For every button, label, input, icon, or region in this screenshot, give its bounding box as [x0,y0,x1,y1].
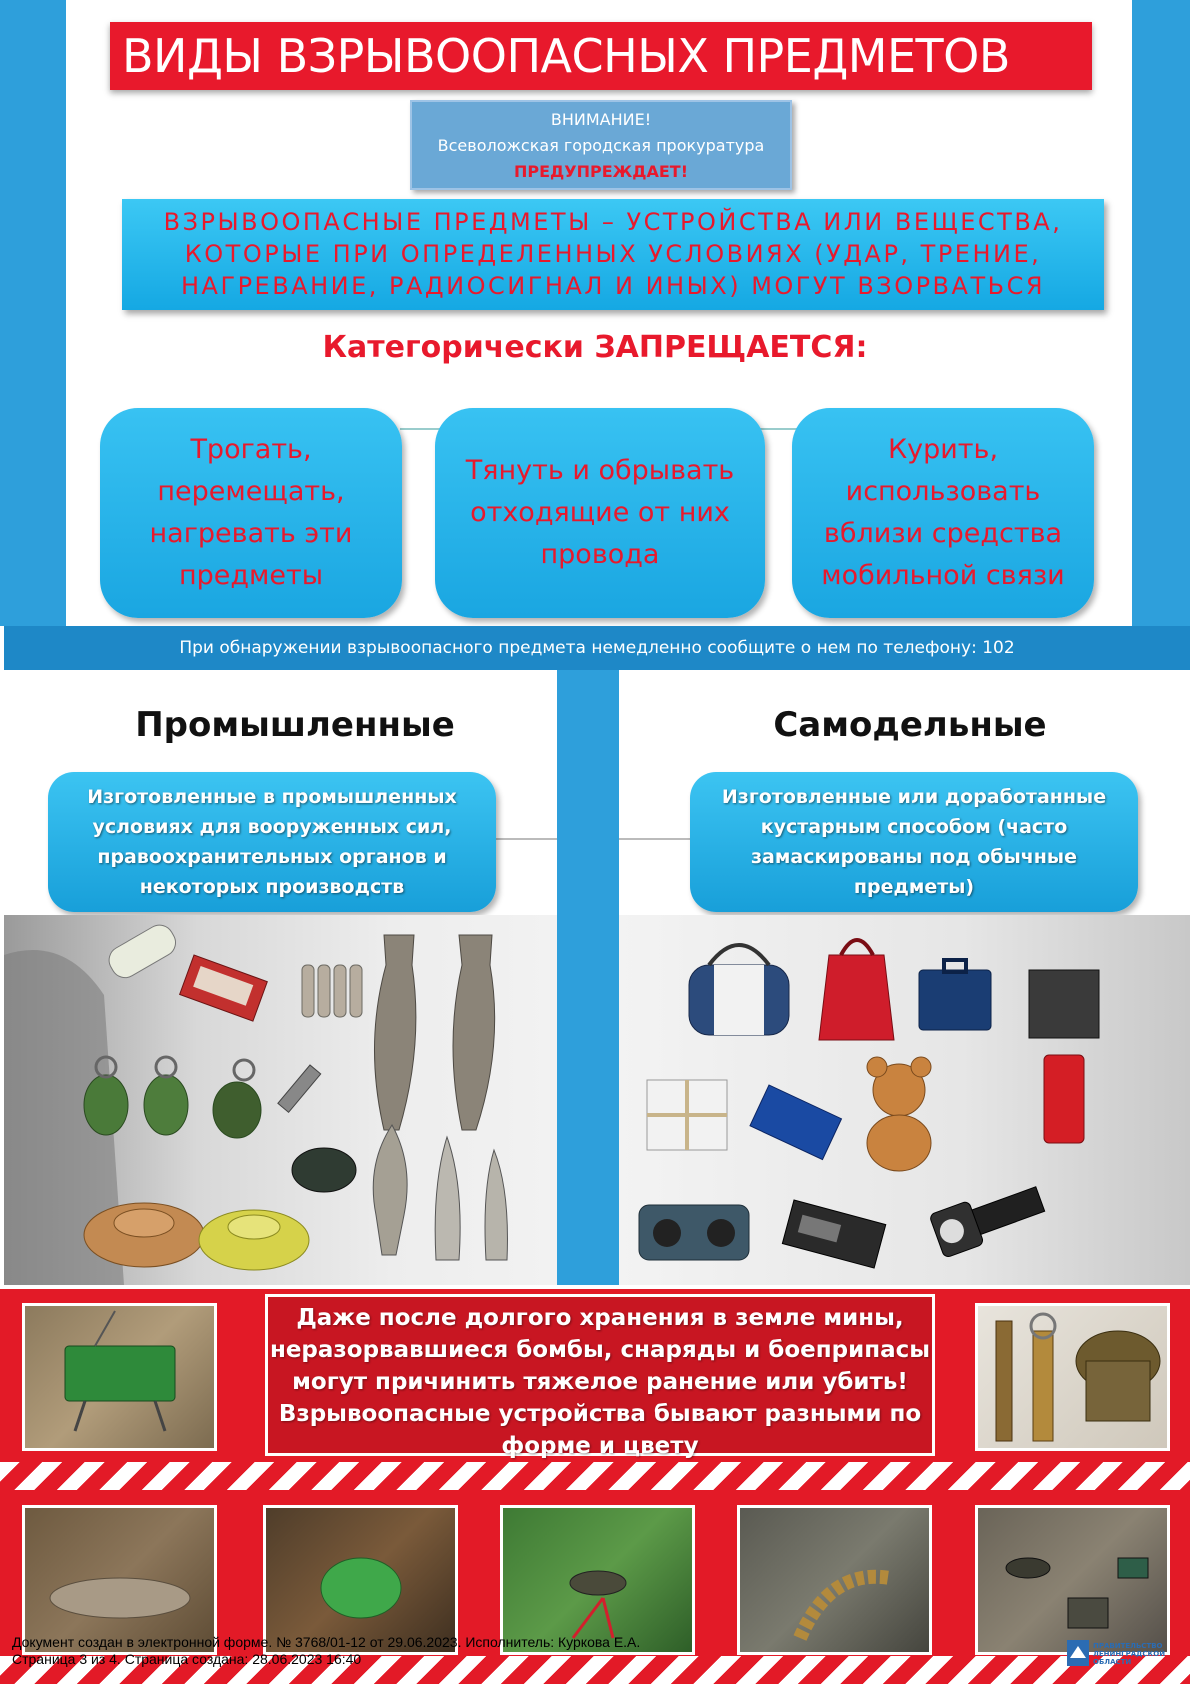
page-title: ВИДЫ ВЗРЫВООПАСНЫХ ПРЕДМЕТОВ [110,22,1092,90]
mine-in-grass-drawing [503,1508,692,1652]
left-frame-bar [0,0,66,626]
forbidden-item-phone: Курить, использовать вблизи средства мобильной связи [792,408,1094,618]
warning-box [410,100,792,190]
mine-in-ground-photo [22,1303,217,1451]
center-divider-bar [557,670,619,1285]
warning-line2: Всеволожская городская прокуратура [437,136,765,155]
mines-on-ground-drawing [978,1508,1167,1652]
grenade-in-leaves-photo [263,1505,458,1655]
definition-line1: ВЗРЫВООПАСНЫЕ ПРЕДМЕТЫ – УСТРОЙСТВА ИЛИ ВЕЩЕСТВА, [163,208,1063,236]
warning-line3: ПРЕДУПРЕЖДАЕТ! [513,162,689,181]
bomb-in-soil-drawing [25,1508,214,1652]
phone-notice: При обнаружении взрывоопасного предмета немедленно сообщите о нем по телефону: 102 [4,626,1190,670]
homemade-title: Самодельные [773,705,1047,745]
footer-line1: Документ создан в электронной форме. № 3768/01-12 от 29.06.2023. Исполнитель: Куркова Е.А. [12,1634,641,1650]
homemade-items-image [619,915,1190,1285]
footer-line2: Страница 3 из 4. Страница создана: 28.06.2023 16:40 [12,1651,362,1667]
ammo-belt-photo [737,1505,932,1655]
fuse-parts-photo [975,1303,1170,1451]
forbidden-item-wires: Тянуть и обрывать отходящие от них провода [435,408,765,618]
mine-in-grass-photo [500,1505,695,1655]
government-logo-text: ПРАВИТЕЛЬСТВО ЛЕНИНГРАДСКОЙ ОБЛАСТИ [1093,1642,1166,1666]
industrial-title: Промышленные [135,705,455,745]
industrial-items-drawing [4,915,557,1285]
forbidden-heading: Категорически ЗАПРЕЩАЕТСЯ: [322,330,868,365]
government-logo [1065,1636,1175,1670]
mines-on-ground-photo [975,1505,1170,1655]
definition-line3: НАГРЕВАНИЕ, РАДИОСИГНАЛ И ИНЫХ) МОГУТ ВЗОРВАТЬСЯ [180,272,1045,300]
mine-in-ground-drawing [25,1306,214,1448]
definition-box [122,199,1104,310]
warning-line1: ВНИМАНИЕ! [550,110,652,129]
industrial-items-image [4,915,557,1285]
forbidden-item-touch: Трогать, перемещать, нагревать эти предметы [100,408,402,618]
homemade-items-drawing [619,915,1190,1285]
right-frame-bar [1132,0,1190,626]
industrial-description: Изготовленные в промышленных условиях для вооруженных сил, правоохранительных органов и некоторых производств [48,772,496,912]
definition-line2: КОТОРЫЕ ПРИ ОПРЕДЕЛЕННЫХ УСЛОВИЯХ (УДАР, ТРЕНИЕ, [184,240,1042,268]
homemade-description: Изготовленные или доработанные кустарным способом (часто замаскированы под обычные предметы) [690,772,1138,912]
industrial-connector [495,838,557,840]
grenade-in-leaves-drawing [266,1508,455,1652]
warning-stripes-top [0,1462,1190,1490]
homemade-connector [619,838,691,840]
fuse-parts-drawing [978,1306,1167,1448]
ammo-belt-drawing [740,1508,929,1652]
danger-warning-text: Даже после долгого хранения в земле мины, неразорвавшиеся бомбы, снаряды и боеприпасы могут причинить тяжелое ранение или убить! Взрывоопасные устройства бывают разными по форме и цвету [265,1294,935,1456]
document-footer [12,1634,640,1668]
bomb-in-soil-photo [22,1505,217,1655]
